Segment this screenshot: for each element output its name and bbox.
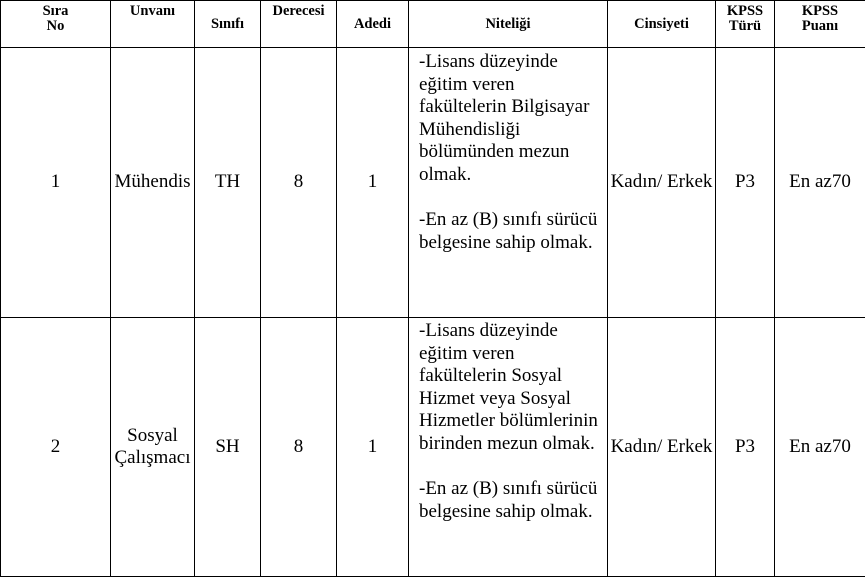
header-sira-no-line2: No bbox=[46, 18, 65, 34]
cell-adedi: 1 bbox=[337, 318, 409, 577]
table-row bbox=[1, 318, 865, 577]
cell-kpss-puani: En az70 bbox=[775, 318, 865, 577]
header-sira-no-line1: Sıra bbox=[42, 3, 69, 19]
table-row bbox=[1, 48, 865, 318]
header-cinsiyeti: Cinsiyeti bbox=[608, 1, 716, 48]
header-unvani: Unvanı bbox=[111, 1, 195, 48]
cell-unvani: Sosyal Çalışmacı bbox=[111, 318, 195, 577]
header-adedi: Adedi bbox=[337, 1, 409, 48]
cell-sira-no: 2 bbox=[1, 318, 111, 577]
qualification-text: -Lisans düzeyinde eğitim veren fakültelerin Sosyal Hizmet veya Sosyal Hizmetler bölümlerinin birinden mezun olmak. bbox=[419, 320, 598, 454]
cell-sinifi: SH bbox=[195, 318, 261, 577]
header-kpss-turu bbox=[716, 1, 775, 48]
header-kpss-turu-line1: KPSS bbox=[726, 3, 764, 19]
qualification-text: -En az (B) sınıfı sürücü belgesine sahip olmak. bbox=[419, 478, 598, 522]
header-niteligi: Niteliği bbox=[409, 1, 608, 48]
cell-niteligi bbox=[409, 318, 608, 577]
cell-cinsiyeti: Kadın/ Erkek bbox=[608, 48, 716, 318]
cell-kpss-turu: P3 bbox=[716, 48, 775, 318]
header-kpss-puani-line2: Puanı bbox=[801, 18, 839, 34]
cell-kpss-turu: P3 bbox=[716, 318, 775, 577]
cell-sinifi: TH bbox=[195, 48, 261, 318]
table-header bbox=[1, 1, 865, 48]
cell-cinsiyeti: Kadın/ Erkek bbox=[608, 318, 716, 577]
cell-niteligi bbox=[409, 48, 608, 318]
header-sira-no bbox=[1, 1, 111, 48]
header-sinifi: Sınıfı bbox=[195, 1, 261, 48]
cell-kpss-puani: En az70 bbox=[775, 48, 865, 318]
cell-unvani: Mühendis bbox=[111, 48, 195, 318]
cell-derecesi: 8 bbox=[261, 48, 337, 318]
cell-adedi: 1 bbox=[337, 48, 409, 318]
header-derecesi: Derecesi bbox=[261, 1, 337, 48]
qualification-text: -En az (B) sınıfı sürücü belgesine sahip olmak. bbox=[419, 209, 598, 253]
cell-sira-no: 1 bbox=[1, 48, 111, 318]
cell-derecesi: 8 bbox=[261, 318, 337, 577]
header-kpss-puani bbox=[775, 1, 865, 48]
header-kpss-turu-line2: Türü bbox=[728, 18, 762, 34]
qualification-text: -Lisans düzeyinde eğitim veren fakültelerin Bilgisayar Mühendisliği bölümünden mezun olmak. bbox=[419, 51, 590, 185]
header-kpss-puani-line1: KPSS bbox=[801, 3, 839, 19]
